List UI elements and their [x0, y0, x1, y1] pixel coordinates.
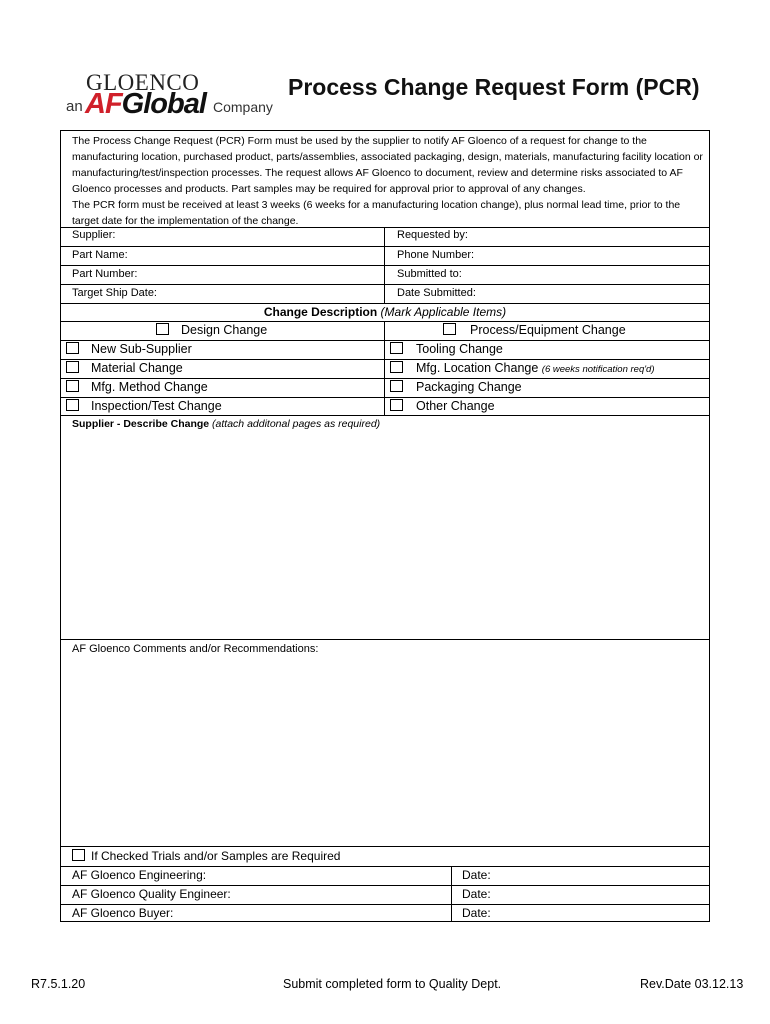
logo-prefix: an — [66, 98, 83, 115]
form-title: Process Change Request Form (PCR) — [288, 74, 700, 100]
footer-instruction: Submit completed form to Quality Dept. — [283, 977, 502, 991]
design-change-label: Design Change — [181, 323, 268, 337]
phone-number-field[interactable]: Phone Number: — [397, 249, 475, 261]
trials-required-label: If Checked Trials and/or Samples are Required — [91, 849, 341, 863]
other-change-label: Other Change — [416, 399, 495, 413]
divider — [384, 227, 385, 303]
divider — [384, 321, 385, 415]
describe-change-area[interactable] — [61, 432, 709, 638]
mfg-location-change-label: Mfg. Location Change (6 weeks notification req'd) — [416, 361, 655, 375]
part-number-field[interactable]: Part Number: — [72, 268, 138, 280]
packaging-change-label: Packaging Change — [416, 380, 522, 394]
material-change-checkbox[interactable] — [66, 361, 79, 373]
intro-paragraph-2: The PCR form must be received at least 3 weeks (6 weeks for a manufacturing location change), plus normal lead time, prior to the target date for the implementation of the change. — [72, 199, 681, 227]
other-change-checkbox[interactable] — [390, 399, 403, 411]
buyer-date[interactable]: Date: — [462, 906, 491, 920]
intro-paragraph-1: The Process Change Request (PCR) Form must be used by the supplier to notify AF Gloenco of a request for change to the manufacturing location, purchased product, parts/assemblies, associated packaging, design, materials, manufacturing facility location or manufacturing/test/inspection processes. The request allows AF Gloenco to document, review and determine risks associated to AF Gloenco processes and products. Part samples may be required for approval prior to approval of any changes. — [72, 135, 703, 195]
engineering-signature[interactable]: AF Gloenco Engineering: — [72, 868, 207, 882]
quality-engineer-signature[interactable]: AF Gloenco Quality Engineer: — [72, 887, 231, 901]
mfg-method-change-label: Mfg. Method Change — [91, 380, 208, 394]
divider — [60, 904, 710, 905]
divider — [60, 284, 710, 285]
divider — [60, 397, 710, 398]
divider — [60, 639, 710, 640]
divider — [60, 227, 710, 228]
logo-gloenco-text: GLOENCO — [86, 70, 200, 95]
packaging-change-checkbox[interactable] — [390, 380, 403, 392]
revision-date: Rev.Date 03.12.13 — [640, 977, 744, 991]
location-change-note: (6 weeks notification req'd) — [541, 364, 655, 375]
divider — [60, 885, 710, 886]
describe-change-label: Supplier - Describe Change (attach additonal pages as required) — [72, 418, 381, 430]
inspection-test-change-label: Inspection/Test Change — [91, 399, 222, 413]
design-change-checkbox[interactable] — [156, 323, 169, 335]
process-change-label: Process/Equipment Change — [470, 323, 626, 337]
comments-label: AF Gloenco Comments and/or Recommendations: — [72, 643, 319, 655]
new-sub-supplier-label: New Sub-Supplier — [91, 342, 192, 356]
doc-number: R7.5.1.20 — [31, 977, 86, 991]
divider — [60, 378, 710, 379]
requested-by-field[interactable]: Requested by: — [397, 229, 468, 241]
logo-suffix: Company — [213, 99, 273, 115]
buyer-signature[interactable]: AF Gloenco Buyer: — [72, 906, 174, 920]
divider — [60, 846, 710, 847]
part-name-field[interactable]: Part Name: — [72, 249, 128, 261]
tooling-change-checkbox[interactable] — [390, 342, 403, 354]
trials-required-checkbox[interactable] — [72, 849, 85, 861]
intro-text — [72, 133, 708, 229]
inspection-test-change-checkbox[interactable] — [66, 399, 79, 411]
divider — [60, 265, 710, 266]
divider — [60, 359, 710, 360]
mfg-method-change-checkbox[interactable] — [66, 380, 79, 392]
divider — [60, 303, 710, 304]
material-change-label: Material Change — [91, 361, 183, 375]
change-description-title: Change Description (Mark Applicable Items) — [263, 305, 507, 319]
mfg-location-change-checkbox[interactable] — [390, 361, 403, 373]
new-sub-supplier-checkbox[interactable] — [66, 342, 79, 354]
logo-brand: AFGlobal — [85, 88, 206, 120]
company-logo — [66, 66, 276, 126]
date-submitted-field[interactable]: Date Submitted: — [397, 287, 476, 299]
divider — [60, 415, 710, 416]
divider — [60, 340, 710, 341]
divider — [451, 866, 452, 921]
quality-engineer-date[interactable]: Date: — [462, 887, 491, 901]
supplier-field[interactable]: Supplier: — [72, 229, 116, 241]
process-change-checkbox[interactable] — [443, 323, 456, 335]
divider — [60, 866, 710, 867]
comments-area[interactable] — [61, 658, 709, 844]
divider — [60, 246, 710, 247]
tooling-change-label: Tooling Change — [416, 342, 503, 356]
divider — [60, 321, 710, 322]
engineering-date[interactable]: Date: — [462, 868, 491, 882]
target-ship-date-field[interactable]: Target Ship Date: — [72, 287, 157, 299]
submitted-to-field[interactable]: Submitted to: — [397, 268, 462, 280]
